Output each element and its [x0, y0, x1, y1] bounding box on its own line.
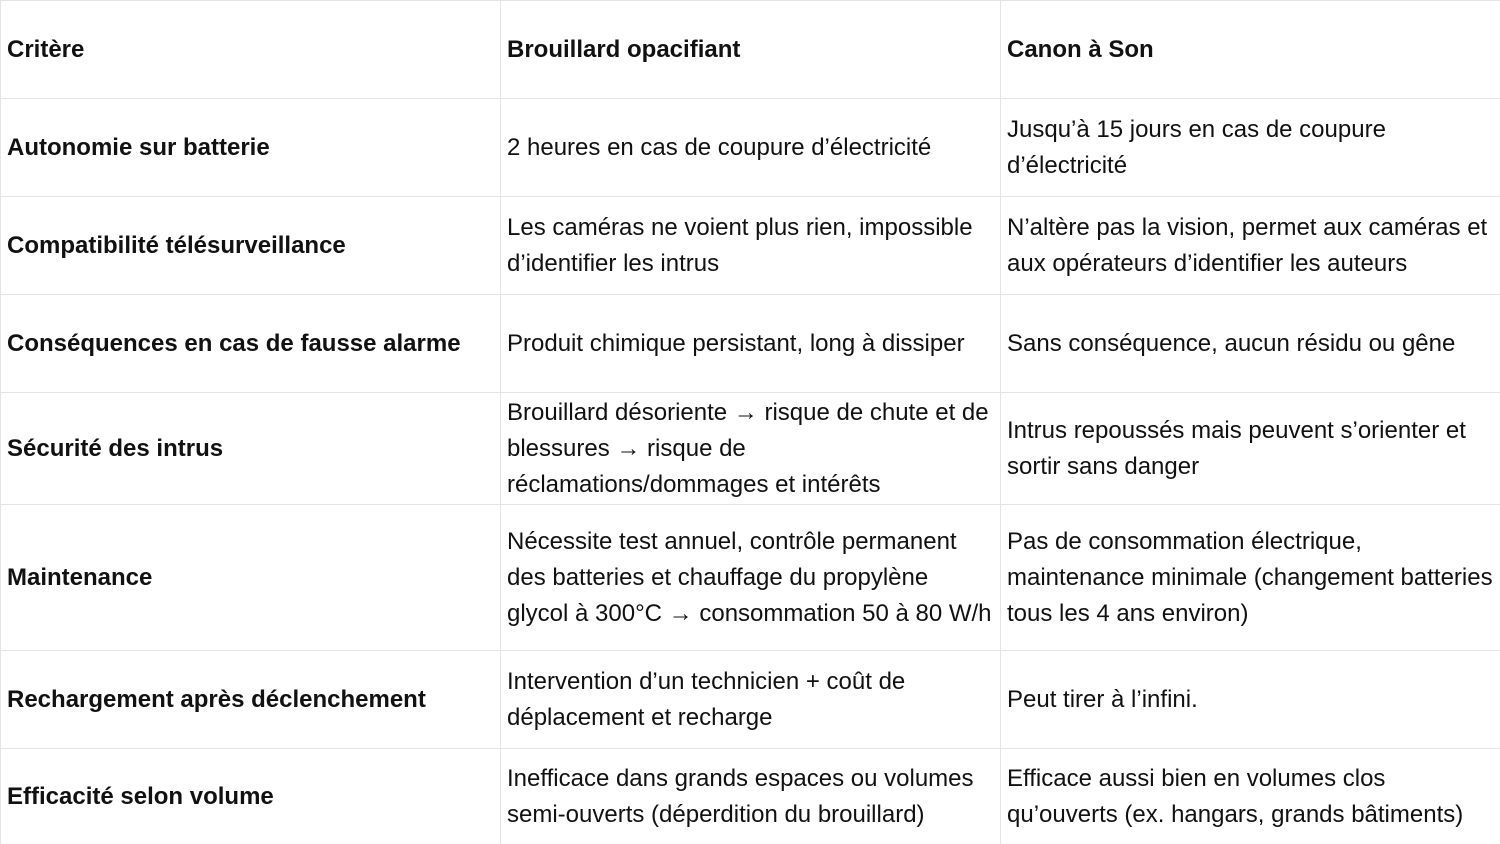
- row-fog-text: Brouillard désoriente → risque de chute et de blessures → risque de réclamations/dommages et intérêts: [507, 398, 989, 498]
- row-criterion: Autonomie sur batterie: [1, 99, 501, 197]
- table-row: [1, 295, 1500, 393]
- row-fog-text: Nécessite test annuel, contrôle permanent des batteries et chauffage du propylène glycol à 300°C → consommation 50 à 80 W/h: [507, 527, 992, 627]
- row-fog-cell: [501, 505, 1001, 651]
- row-fog-cell: [501, 393, 1001, 505]
- table-row: [1, 651, 1500, 749]
- row-criterion: Sécurité des intrus: [1, 393, 501, 505]
- header-criterion: Critère: [1, 1, 501, 99]
- table-row: [1, 749, 1500, 844]
- table-row: [1, 393, 1500, 505]
- row-sound-cell: Sans conséquence, aucun résidu ou gêne: [1001, 295, 1500, 393]
- row-sound-cell: Jusqu’à 15 jours en cas de coupure d’électricité: [1001, 99, 1500, 197]
- table-row: [1, 197, 1500, 295]
- row-sound-cell: Efficace aussi bien en volumes clos qu’ouverts (ex. hangars, grands bâtiments): [1001, 749, 1500, 844]
- row-fog-cell: Intervention d’un technicien + coût de déplacement et recharge: [501, 651, 1001, 749]
- row-sound-cell: Intrus repoussés mais peuvent s’orienter et sortir sans danger: [1001, 393, 1500, 505]
- row-criterion: Rechargement après déclenchement: [1, 651, 501, 749]
- table-row: [1, 505, 1500, 651]
- row-fog-cell: 2 heures en cas de coupure d’électricité: [501, 99, 1001, 197]
- row-fog-text: Inefficace dans grands espaces ou volumes semi-ouverts (déperdition du brouillard): [507, 765, 974, 828]
- table-row: [1, 99, 1500, 197]
- row-fog-cell: [501, 749, 1001, 844]
- row-sound-cell: Pas de consommation électrique, maintenance minimale (changement batteries tous les 4 ans environ): [1001, 505, 1500, 651]
- header-sound-cannon: Canon à Son: [1001, 1, 1500, 99]
- header-fog: Brouillard opacifiant: [501, 1, 1001, 99]
- row-criterion: Conséquences en cas de fausse alarme: [1, 295, 501, 393]
- row-sound-cell: N’altère pas la vision, permet aux caméras et aux opérateurs d’identifier les auteurs: [1001, 197, 1500, 295]
- row-criterion: Compatibilité télésurveillance: [1, 197, 501, 295]
- table-header-row: [1, 1, 1500, 99]
- row-criterion: Maintenance: [1, 505, 501, 651]
- row-fog-cell: Produit chimique persistant, long à dissiper: [501, 295, 1001, 393]
- row-fog-cell: Les caméras ne voient plus rien, impossible d’identifier les intrus: [501, 197, 1001, 295]
- row-sound-cell: Peut tirer à l’infini.: [1001, 651, 1500, 749]
- row-criterion: Efficacité selon volume: [1, 749, 501, 844]
